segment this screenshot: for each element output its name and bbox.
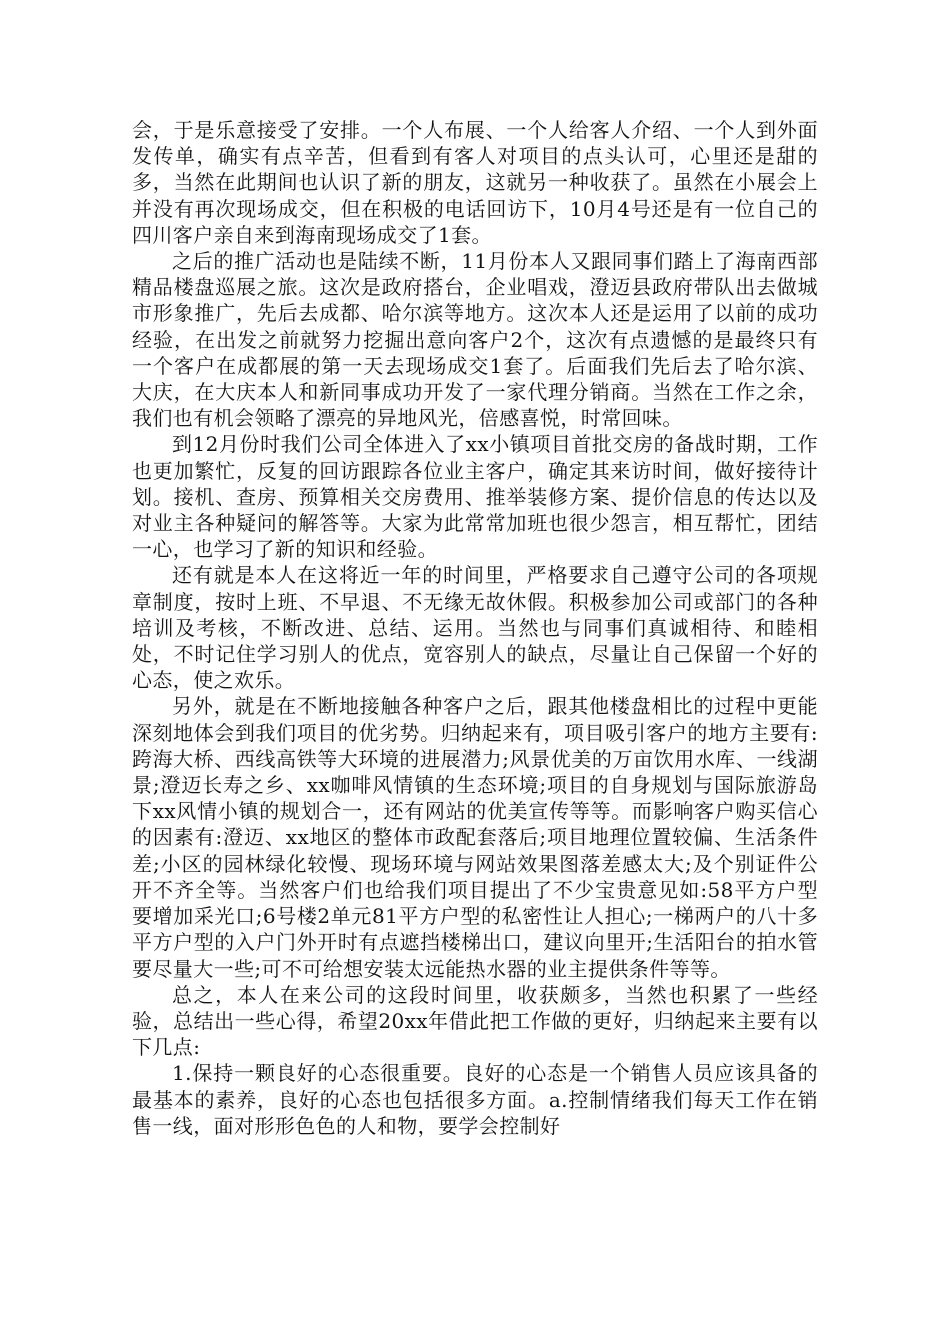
paragraph: 总之，本人在来公司的这段时间里，收获颇多，当然也积累了一些经验，总结出一些心得，希望20xx年借此把工作做的更好，归纳起来主要有以下几点: (132, 982, 818, 1060)
paragraph: 另外，就是在不断地接触各种客户之后，跟其他楼盘相比的过程中更能深刻地体会到我们项目的优劣势。归纳起来有，项目吸引客户的地方主要有:跨海大桥、西线高铁等大环境的进展潜力;风景优美的万亩饮用水库、一线湖景;澄迈长寿之乡、xx咖啡风情镇的生态环境;项目的自身规划与国际旅游岛下xx风情小镇的规划合一，还有网站的优美宣传等等。而影响客户购买信心的因素有:澄迈、xx地区的整体市政配套落后;项目地理位置较偏、生活条件差;小区的园林绿化较慢、现场环境与网站效果图落差感太大;及个别证件公开不齐全等。当然客户们也给我们项目提出了不少宝贵意见如:58平方户型要增加采光口;6号楼2单元81平方户型的私密性让人担心;一梯两户的八十多平方户型的入户门外开时有点遮挡楼梯出口，建议向里开;生活阳台的拍水管要尽量大一些;可不可给想安装太远能热水器的业主提供条件等等。 (132, 694, 818, 981)
paragraph: 到12月份时我们公司全体进入了xx小镇项目首批交房的备战时期，工作也更加繁忙，反复的回访跟踪各位业主客户，确定其来访时间，做好接待计划。接机、查房、预算相关交房费用、推举装修方案、提价信息的传达以及对业主各种疑问的解答等。大家为此常常加班也很少怨言，相互帮忙，团结一心，也学习了新的知识和经验。 (132, 432, 818, 562)
paragraph: 1.保持一颗良好的心态很重要。良好的心态是一个销售人员应该具备的最基本的素养，良好的心态也包括很多方面。a.控制情绪我们每天工作在销售一线，面对形形色色的人和物，要学会控制好 (132, 1061, 818, 1138)
document-body (132, 117, 818, 1139)
paragraph: 会，于是乐意接受了安排。一个人布展、一个人给客人介绍、一个人到外面发传单，确实有点辛苦，但看到有客人对项目的点头认可，心里还是甜的多，当然在此期间也认识了新的朋友，这就另一种收获了。虽然在小展会上并没有再次现场成交，但在积极的电话回访下，10月4号还是有一位自己的四川客户亲自来到海南现场成交了1套。 (132, 118, 818, 247)
paragraph: 还有就是本人在这将近一年的时间里，严格要求自己遵守公司的各项规章制度，按时上班、不早退、不无缘无故休假。积极参加公司或部门的各种培训及考核，不断改进、总结、运用。当然也与同事们真诚相待、和睦相处，不时记住学习别人的优点，宽容别人的缺点，尽量让自己保留一个好的心态，使之欢乐。 (132, 563, 818, 693)
paragraph: 之后的推广活动也是陆续不断，11月份本人又跟同事们踏上了海南西部精品楼盘巡展之旅。这次是政府搭台，企业唱戏，澄迈县政府带队出去做城市形象推广，先后去成都、哈尔滨等地方。这次本人还是运用了以前的成功经验，在出发之前就努力挖掘出意向客户2个，这次有点遗憾的是最终只有一个客户在成都展的第一天去现场成交1套了。后面我们先后去了哈尔滨、大庆，在大庆本人和新同事成功开发了一家代理分销商。当然在工作之余，我们也有机会领略了漂亮的异地风光，倍感喜悦，时常回味。 (132, 249, 818, 431)
